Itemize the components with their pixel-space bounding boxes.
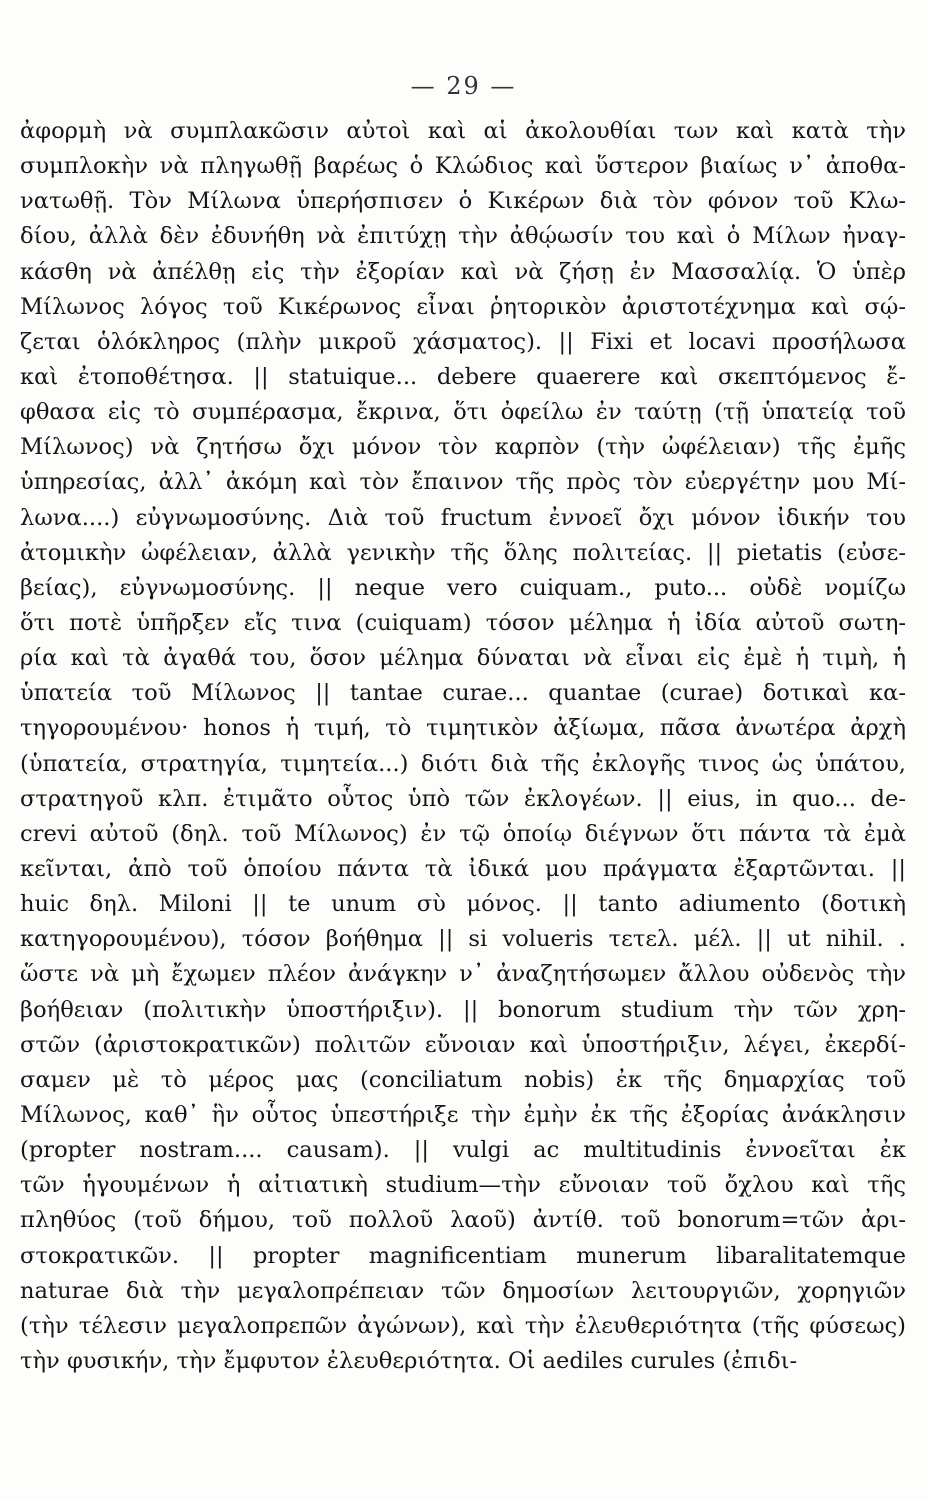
text-line: (propter nostram.... causam). || vulgi ac multitudinis ἐννοεῖται ἐκ: [20, 1137, 906, 1164]
text-line: φθασα εἰς τὸ συμπέρασμα, ἔκρινα, ὅτι ὀφείλω ἐν ταύτῃ (τῇ ὑπατείᾳ τοῦ: [20, 399, 906, 426]
text-line: crevi αὐτοῦ (δηλ. τοῦ Μίλωνος) ἐν τῷ ὁποίῳ διέγνων ὅτι πάντα τὰ ἐμὰ: [20, 820, 906, 847]
text-line: ὅτι ποτὲ ὑπῆρξεν εἴς τινα (cuiquam) τόσον μέλημα ἡ ἰδία αὐτοῦ σωτη-: [20, 609, 906, 636]
text-line: (τὴν τέλεσιν μεγαλοπρεπῶν ἀγώνων), καὶ τὴν ἐλευθεριότητα (τῆς φύσεως): [20, 1312, 906, 1339]
text-line: Μίλωνος λόγος τοῦ Κικέρωνος εἶναι ῥητορικὸν ἀριστοτέχνημα καὶ σῴ-: [20, 293, 906, 320]
text-line: Μίλωνος, καθ᾽ ἣν οὗτος ὑπεστήριξε τὴν ἐμὴν ἐκ τῆς ἐξορίας ἀνάκλησιν: [20, 1101, 906, 1128]
text-line: κεῖνται, ἀπὸ τοῦ ὁποίου πάντα τὰ ἰδικά μου πράγματα ἐξαρτῶνται. ||: [20, 855, 906, 882]
text-line: τὴν φυσικήν, τὴν ἔμφυτον ἐλευθεριότητα. Οἱ aediles curules (ἐπιδι-: [20, 1347, 798, 1374]
text-line: ρία καὶ τὰ ἀγαθά του, ὅσον μέλημα δύναται νὰ εἶναι εἰς ἐμὲ ἡ τιμὴ, ἡ: [20, 645, 906, 672]
page-number: — 29 —: [410, 72, 517, 100]
text-line: συμπλοκὴν νὰ πληγωθῇ βαρέως ὁ Κλώδιος καὶ ὕστερον βιαίως ν᾽ ἀποθα-: [20, 153, 906, 180]
text-line: Μίλωνος) νὰ ζητήσω ὄχι μόνον τὸν καρπὸν (τὴν ὠφέλειαν) τῆς ἐμῆς: [20, 434, 906, 461]
text-line: κατηγορουμένου), τόσον βοήθημα || si volueris τετελ. μέλ. || ut nihil. .: [20, 926, 906, 953]
text-line: σαμεν μὲ τὸ μέρος μας (conciliatum nobis) ἐκ τῆς δημαρχίας τοῦ: [20, 1066, 906, 1093]
text-line: βοήθειαν (πολιτικὴν ὑποστήριξιν). || bonorum studium τὴν τῶν χρη-: [20, 996, 906, 1023]
text-line: στοκρατικῶν. || propter magnificentiam munerum libaralitatemque: [20, 1242, 906, 1269]
text-line: τηγορουμένου· honos ἡ τιμή, τὸ τιμητικὸν ἀξίωμα, πᾶσα ἀνωτέρα ἀρχὴ: [20, 715, 906, 742]
text-line: λωνα....) εὐγνωμοσύνης. Διὰ τοῦ fructum ἐννοεῖ ὄχι μόνον ἰδικήν του: [20, 504, 906, 531]
text-line: νατωθῇ. Τὸν Μίλωνα ὑπερήσπισεν ὁ Κικέρων διὰ τὸν φόνον τοῦ Κλω-: [20, 188, 906, 215]
text-line: δίου, ἀλλὰ δὲν ἐδυνήθη νὰ ἐπιτύχῃ τὴν ἀθῴωσίν του καὶ ὁ Μίλων ἠναγ-: [20, 223, 906, 250]
text-line: ἀφορμὴ νὰ συμπλακῶσιν αὐτοὶ καὶ αἱ ἀκολουθίαι των καὶ κατὰ τὴν: [20, 118, 906, 144]
text-line: καὶ ἐτοποθέτησα. || statuique... debere quaerere καὶ σκεπτόμενος ἔ-: [20, 363, 906, 390]
text-line: πληθύος (τοῦ δήμου, τοῦ πολλοῦ λαοῦ) ἀντίθ. τοῦ bonorum=τῶν ἀρι-: [20, 1207, 906, 1234]
text-line: κάσθη νὰ ἀπέλθῃ εἰς τὴν ἐξορίαν καὶ νὰ ζήσῃ ἐν Μασσαλίᾳ. Ὁ ὑπὲρ: [20, 258, 906, 285]
text-line: στρατηγοῦ κλπ. ἐτιμᾶτο οὗτος ὑπὸ τῶν ἐκλογέων. || eius, in quo... de-: [20, 785, 906, 812]
text-line: ὑπηρεσίας, ἀλλ᾽ ἀκόμη καὶ τὸν ἔπαινον τῆς πρὸς τὸν εὐεργέτην μου Μί-: [20, 469, 906, 496]
text-line: huic δηλ. Miloni || te unum σὺ μόνος. || tanto adiumento (δοτικὴ: [20, 891, 906, 918]
text-line: ἀτομικὴν ὠφέλειαν, ἀλλὰ γενικὴν τῆς ὅλης πολιτείας. || pietatis (εὐσε-: [20, 539, 906, 566]
text-line: ζεται ὁλόκληρος (πλὴν μικροῦ χάσματος). || Fixi et locavi προσήλωσα: [20, 328, 906, 355]
body-text: [20, 114, 906, 1379]
text-line: ὥστε νὰ μὴ ἔχωμεν πλέον ἀνάγκην ν᾽ ἀναζητήσωμεν ἄλλου οὐδενὸς τὴν: [20, 961, 906, 988]
text-line: (ὑπατεία, στρατηγία, τιμητεία...) διότι διὰ τῆς ἐκλογῆς τινος ὡς ὑπάτου,: [20, 750, 906, 777]
text-line: τῶν ἡγουμένων ἡ αἰτιατικὴ studium—τὴν εὔνοιαν τοῦ ὄχλου καὶ τῆς: [20, 1172, 906, 1199]
text-line: βείας), εὐγνωμοσύνης. || neque vero cuiquam., puto... οὐδὲ νομίζω: [20, 574, 906, 601]
text-line: στῶν (ἀριστοκρατικῶν) πολιτῶν εὔνοιαν καὶ ὑποστήριξιν, λέγει, ἐκερδί-: [20, 1031, 906, 1058]
text-line: ὑπατεία τοῦ Μίλωνος || tantae curae... quantae (curae) δοτικαὶ κα-: [20, 680, 906, 707]
text-line: naturae διὰ τὴν μεγαλοπρέπειαν τῶν δημοσίων λειτουργιῶν, χορηγιῶν: [20, 1277, 906, 1304]
